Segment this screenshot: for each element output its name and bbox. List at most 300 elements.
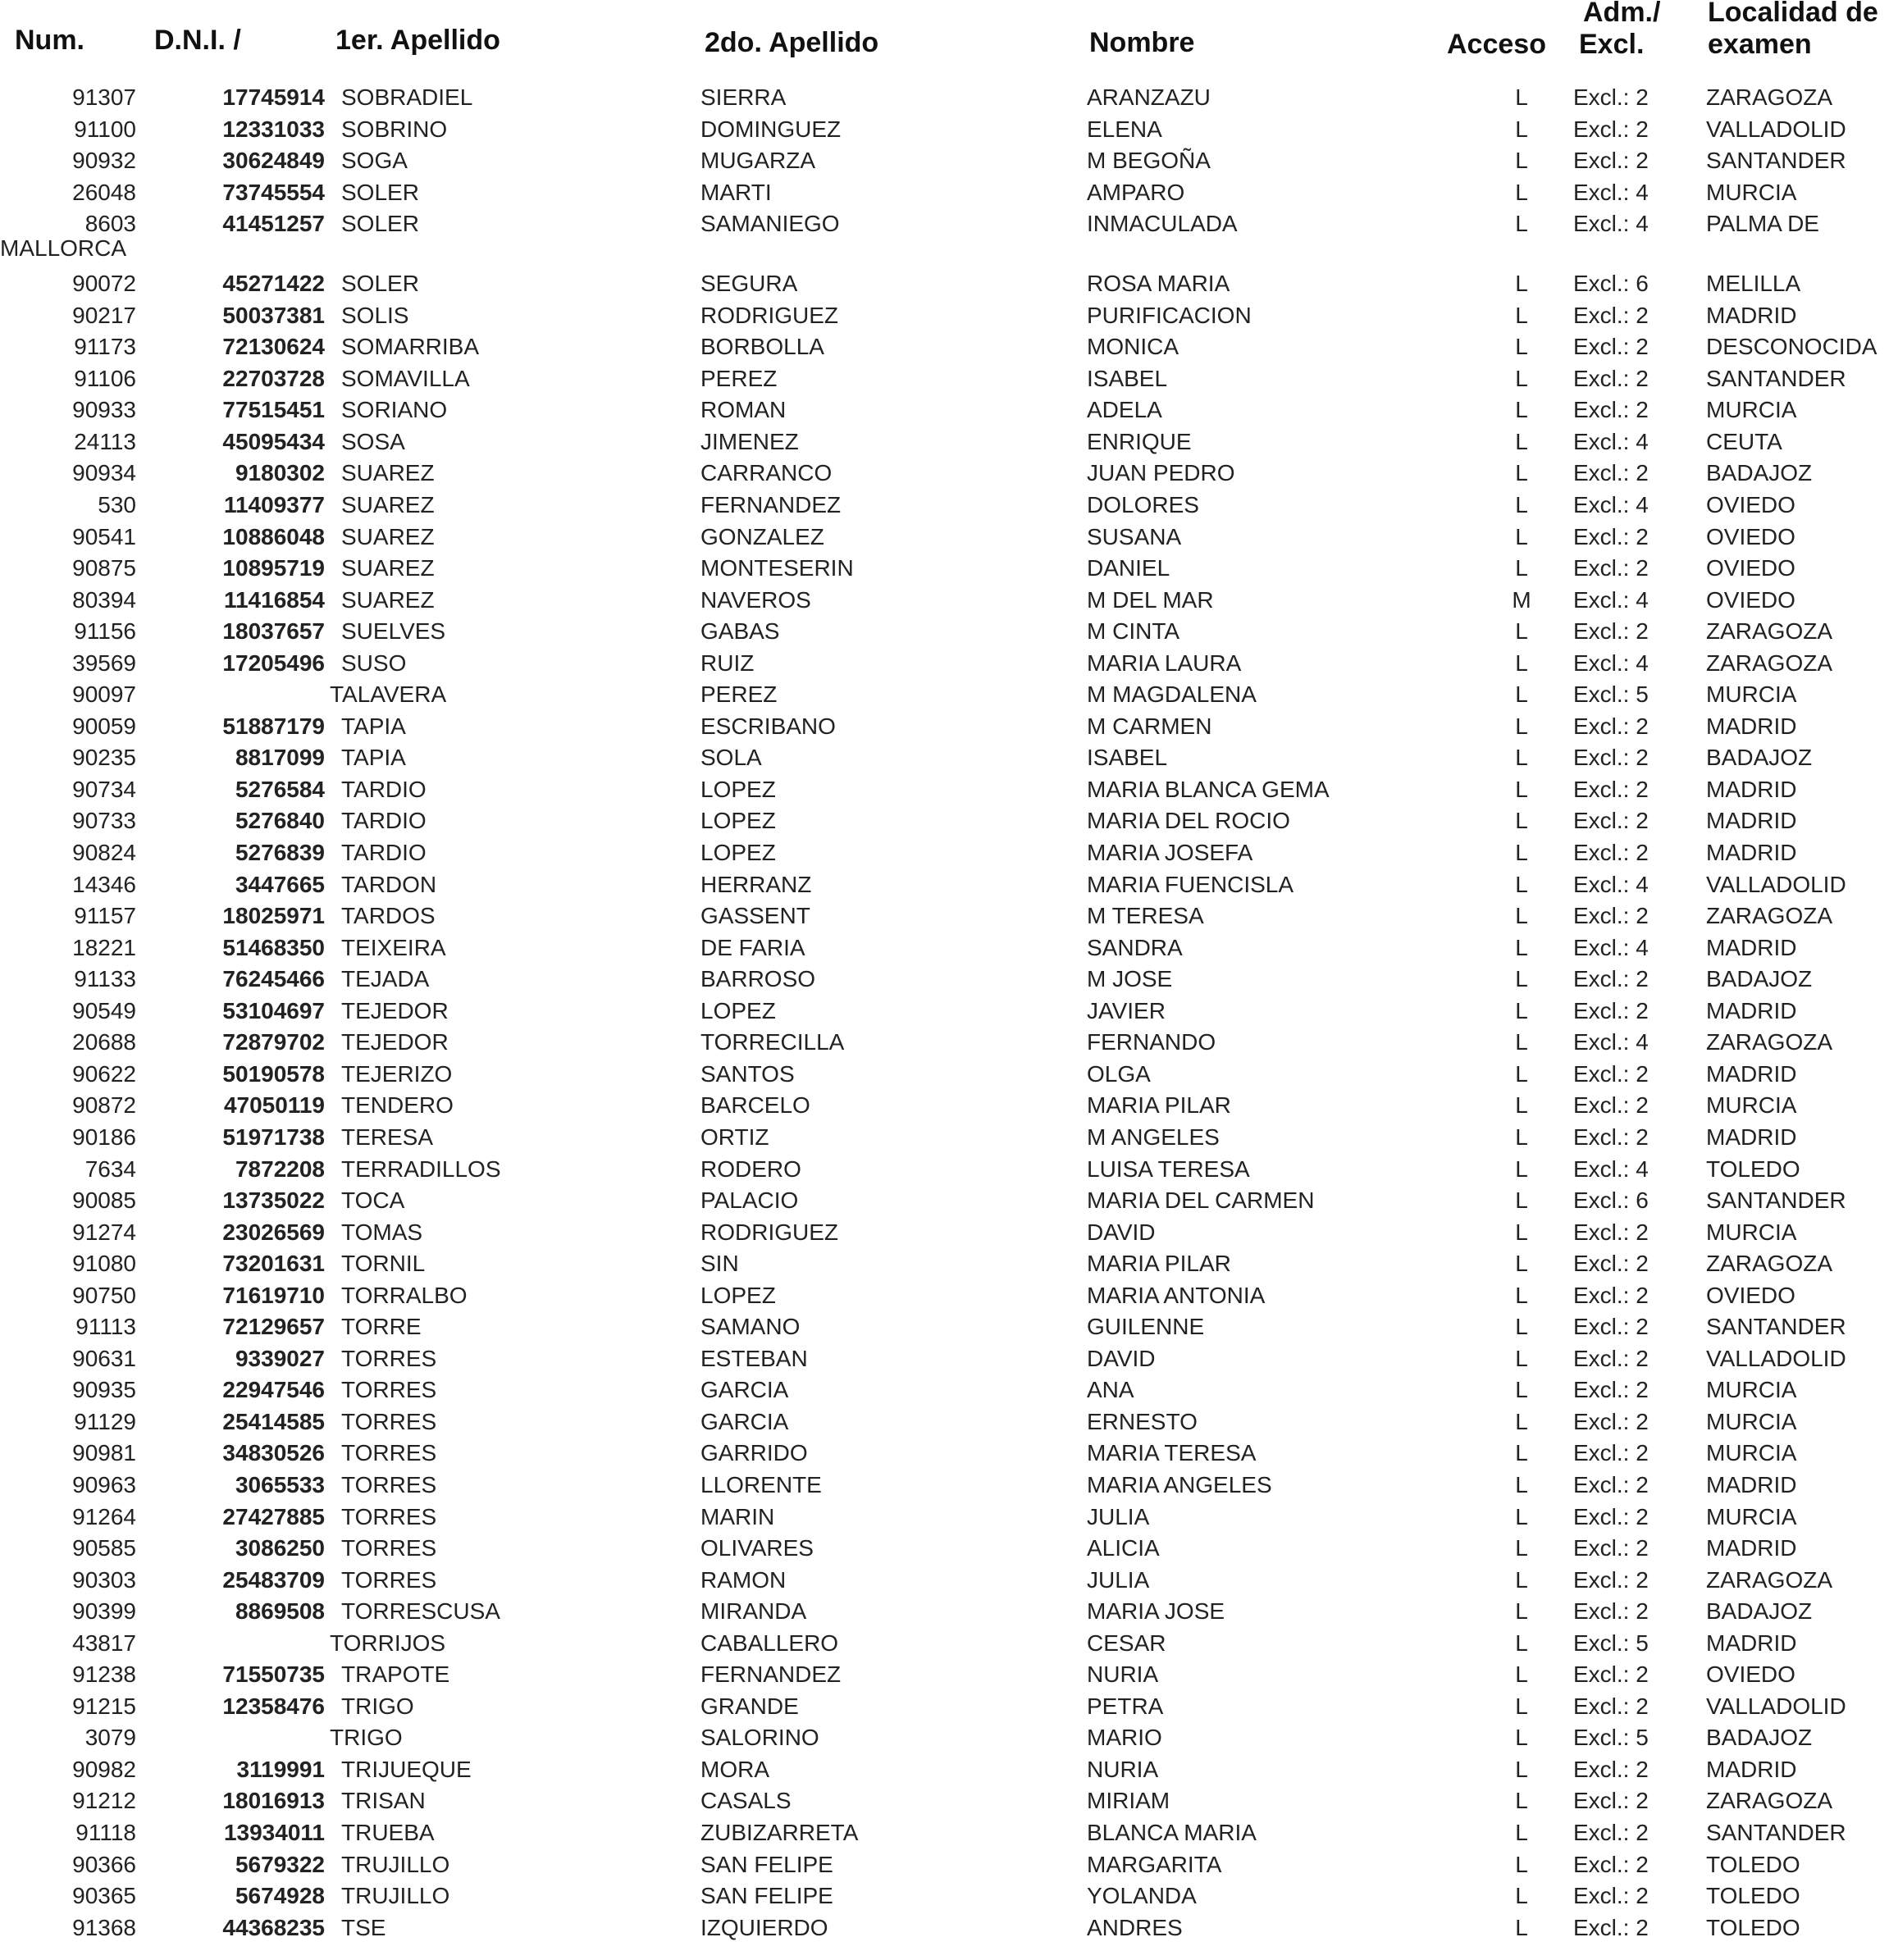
cell-nombre: SUSANA [1087, 523, 1182, 549]
cell-nombre: ISABEL [1087, 745, 1168, 771]
cell-excl: Excl.: 2 [1573, 997, 1649, 1023]
cell-localidad: MADRID [1706, 776, 1797, 802]
cell-nombre: INMACULADA [1087, 211, 1238, 237]
cell-num: 39569 [72, 650, 136, 676]
cell-nombre: MARIA DEL ROCIO [1087, 808, 1290, 834]
cell-apellido1: SOMARRIBA [341, 334, 480, 360]
cell-excl: Excl.: 2 [1573, 1314, 1649, 1340]
cell-dni: 9180302 [235, 460, 325, 486]
cell-apellido2: PEREZ [700, 681, 778, 708]
cell-localidad-wrap: MALLORCA [0, 235, 127, 262]
cell-excl: Excl.: 2 [1573, 1883, 1649, 1909]
table-row [0, 363, 1889, 395]
cell-apellido1: SUAREZ [341, 492, 435, 518]
cell-dni: 25414585 [222, 1408, 325, 1434]
cell-num: 90963 [72, 1471, 136, 1497]
cell-excl: Excl.: 2 [1573, 148, 1649, 174]
table-row [0, 394, 1889, 426]
cell-acceso: L [1515, 84, 1528, 110]
cell-localidad: CEUTA [1706, 428, 1782, 454]
cell-localidad: BADAJOZ [1706, 460, 1813, 486]
cell-excl: Excl.: 2 [1573, 116, 1649, 142]
cell-excl: Excl.: 2 [1573, 1788, 1649, 1814]
cell-apellido2: PALACIO [700, 1187, 799, 1214]
cell-nombre: ELENA [1087, 116, 1162, 142]
cell-acceso: L [1515, 1566, 1528, 1593]
header-acceso: Acceso [1447, 29, 1546, 60]
cell-excl: Excl.: 4 [1573, 650, 1649, 676]
cell-nombre: PETRA [1087, 1693, 1164, 1719]
cell-excl: Excl.: 6 [1573, 1187, 1649, 1214]
cell-apellido1: TRISAN [341, 1788, 426, 1814]
cell-localidad: BADAJOZ [1706, 1725, 1813, 1751]
table-row [0, 522, 1889, 554]
table-row [0, 1691, 1889, 1723]
cell-nombre: MARIA DEL CARMEN [1087, 1187, 1315, 1214]
table-row [0, 1470, 1889, 1502]
cell-num: 20688 [72, 1029, 136, 1055]
cell-nombre: CESAR [1087, 1630, 1166, 1656]
cell-excl: Excl.: 2 [1573, 1124, 1649, 1150]
cell-num: 90982 [72, 1756, 136, 1782]
cell-nombre: MARIA PILAR [1087, 1251, 1231, 1277]
cell-acceso: L [1515, 1788, 1528, 1814]
cell-acceso: L [1515, 1725, 1528, 1751]
cell-apellido2: HERRANZ [700, 871, 812, 897]
cell-num: 90186 [72, 1124, 136, 1150]
cell-excl: Excl.: 2 [1573, 745, 1649, 771]
cell-apellido1: TARDIO [341, 776, 427, 802]
cell-dni: 45271422 [222, 271, 325, 297]
cell-localidad: ZARAGOZA [1706, 618, 1833, 645]
table-row [0, 1880, 1889, 1912]
cell-apellido2: MIRANDA [700, 1598, 807, 1625]
table-row [0, 1343, 1889, 1375]
table-row [0, 490, 1889, 522]
cell-apellido2: LOPEZ [700, 808, 776, 834]
cell-apellido1: SOBRADIEL [341, 84, 473, 110]
cell-num: 90085 [72, 1187, 136, 1214]
header-nombre: Nombre [1089, 27, 1195, 58]
cell-excl: Excl.: 2 [1573, 1598, 1649, 1625]
cell-excl: Excl.: 2 [1573, 1282, 1649, 1308]
cell-acceso: L [1515, 1503, 1528, 1529]
table-row [0, 869, 1889, 901]
cell-acceso: L [1515, 179, 1528, 205]
cell-localidad: MADRID [1706, 1756, 1797, 1782]
cell-num: 90875 [72, 555, 136, 581]
cell-nombre: ROSA MARIA [1087, 271, 1230, 297]
cell-localidad: SANTANDER [1706, 365, 1846, 391]
cell-apellido1: TRIGO [330, 1725, 403, 1751]
cell-apellido2: SIERRA [700, 84, 787, 110]
table-row [0, 648, 1889, 680]
cell-acceso: L [1515, 1219, 1528, 1245]
cell-apellido2: GRANDE [700, 1693, 799, 1719]
cell-nombre: JAVIER [1087, 997, 1166, 1023]
cell-excl: Excl.: 4 [1573, 179, 1649, 205]
table-row [0, 1912, 1889, 1944]
cell-acceso: L [1515, 1155, 1528, 1182]
cell-acceso: L [1515, 776, 1528, 802]
cell-localidad: VALLADOLID [1706, 1345, 1846, 1371]
table-row [0, 1311, 1889, 1343]
cell-excl: Excl.: 2 [1573, 1503, 1649, 1529]
cell-num: 90072 [72, 271, 136, 297]
cell-num: 90059 [72, 713, 136, 739]
header-dni: D.N.I. / [154, 25, 241, 56]
cell-nombre: M CARMEN [1087, 713, 1212, 739]
cell-localidad: MADRID [1706, 302, 1797, 328]
cell-apellido2: GABAS [700, 618, 780, 645]
cell-dni: 41451257 [222, 211, 325, 237]
cell-nombre: MONICA [1087, 334, 1179, 360]
cell-excl: Excl.: 4 [1573, 871, 1649, 897]
cell-num: 8603 [84, 211, 136, 237]
table-row [0, 82, 1889, 114]
table-row [0, 458, 1889, 490]
cell-acceso: L [1515, 997, 1528, 1023]
table-row [0, 837, 1889, 869]
table-row [0, 1565, 1889, 1597]
cell-apellido1: SUAREZ [341, 523, 435, 549]
table-row [0, 1090, 1889, 1122]
cell-apellido2: SAMANO [700, 1314, 801, 1340]
cell-localidad: ZARAGOZA [1706, 1251, 1833, 1277]
cell-acceso: L [1515, 808, 1528, 834]
table-row [0, 1406, 1889, 1438]
cell-nombre: M ANGELES [1087, 1124, 1220, 1150]
table-row [0, 1185, 1889, 1217]
cell-nombre: M JOSE [1087, 966, 1173, 992]
cell-localidad: MADRID [1706, 713, 1797, 739]
cell-dni: 5674928 [235, 1883, 325, 1909]
cell-dni: 72130624 [222, 334, 325, 360]
cell-apellido1: TORRES [341, 1408, 437, 1434]
cell-dni: 3119991 [236, 1756, 325, 1782]
cell-nombre: M TERESA [1087, 903, 1204, 929]
cell-apellido1: TALAVERA [330, 681, 447, 708]
cell-apellido2: BARROSO [700, 966, 816, 992]
table-row [0, 585, 1889, 617]
cell-excl: Excl.: 2 [1573, 1851, 1649, 1877]
cell-apellido2: SEGURA [700, 271, 798, 297]
cell-apellido2: TORRECILLA [700, 1029, 845, 1055]
cell-apellido2: SALORINO [700, 1725, 819, 1751]
cell-excl: Excl.: 2 [1573, 1060, 1649, 1087]
cell-apellido1: SOLER [341, 211, 419, 237]
cell-acceso: L [1515, 1598, 1528, 1625]
cell-dni: 18025971 [222, 903, 325, 929]
cell-apellido1: TEJADA [341, 966, 430, 992]
cell-dni: 50190578 [222, 1060, 325, 1087]
cell-excl: Excl.: 2 [1573, 1756, 1649, 1782]
cell-acceso: L [1515, 116, 1528, 142]
cell-acceso: L [1515, 966, 1528, 992]
cell-excl: Excl.: 4 [1573, 428, 1649, 454]
cell-apellido2: DE FARIA [700, 934, 805, 960]
cell-apellido2: SAMANIEGO [700, 211, 840, 237]
cell-apellido1: TORRES [341, 1503, 437, 1529]
cell-dni: 72129657 [222, 1314, 325, 1340]
cell-nombre: JULIA [1087, 1566, 1150, 1593]
cell-apellido2: MUGARZA [700, 148, 815, 174]
cell-nombre: ARANZAZU [1087, 84, 1211, 110]
cell-excl: Excl.: 2 [1573, 1819, 1649, 1845]
cell-localidad: TOLEDO [1706, 1883, 1800, 1909]
cell-num: 90622 [72, 1060, 136, 1087]
cell-dni: 44368235 [222, 1914, 325, 1940]
cell-num: 91368 [72, 1914, 136, 1940]
cell-apellido2: ESCRIBANO [700, 713, 836, 739]
header-apellido1: 1er. Apellido [335, 25, 500, 56]
cell-excl: Excl.: 5 [1573, 1725, 1649, 1751]
cell-dni: 18016913 [222, 1788, 325, 1814]
cell-apellido2: SAN FELIPE [700, 1883, 833, 1909]
cell-dni: 8869508 [235, 1598, 325, 1625]
cell-localidad: SANTANDER [1706, 1819, 1846, 1845]
table-row [0, 679, 1889, 711]
cell-localidad: MADRID [1706, 1630, 1797, 1656]
cell-apellido1: TORRIJOS [330, 1630, 446, 1656]
cell-apellido1: TOMAS [341, 1219, 423, 1245]
cell-nombre: MARIA ANTONIA [1087, 1282, 1266, 1308]
cell-localidad: MADRID [1706, 1471, 1797, 1497]
cell-apellido1: SUAREZ [341, 586, 435, 613]
cell-num: 530 [98, 492, 136, 518]
cell-num: 90366 [72, 1851, 136, 1877]
cell-apellido1: TRUJILLO [341, 1851, 450, 1877]
cell-num: 91113 [75, 1314, 136, 1340]
cell-localidad: MURCIA [1706, 397, 1797, 423]
cell-apellido1: TORRES [341, 1377, 437, 1403]
table-row [0, 964, 1889, 996]
cell-apellido2: SOLA [700, 745, 762, 771]
cell-apellido2: CASALS [700, 1788, 792, 1814]
cell-num: 90549 [72, 997, 136, 1023]
cell-excl: Excl.: 2 [1573, 1914, 1649, 1940]
cell-num: 90934 [72, 460, 136, 486]
cell-dni: 5276839 [235, 840, 325, 866]
cell-dni: 11416854 [223, 586, 325, 613]
cell-apellido2: RUIZ [700, 650, 755, 676]
cell-excl: Excl.: 2 [1573, 84, 1649, 110]
cell-acceso: L [1515, 1630, 1528, 1656]
cell-dni: 3065533 [235, 1471, 325, 1497]
cell-acceso: L [1515, 1377, 1528, 1403]
cell-apellido1: TARDIO [341, 840, 427, 866]
cell-localidad: MADRID [1706, 1124, 1797, 1150]
cell-acceso: L [1515, 1060, 1528, 1087]
cell-num: 90932 [72, 148, 136, 174]
table-row [0, 1280, 1889, 1312]
cell-apellido1: SOMAVILLA [341, 365, 470, 391]
header-apellido2: 2do. Apellido [705, 27, 879, 58]
cell-apellido2: GARRIDO [700, 1440, 808, 1466]
table-row [0, 932, 1889, 964]
cell-num: 90750 [72, 1282, 136, 1308]
cell-acceso: L [1515, 428, 1528, 454]
cell-dni: 47050119 [223, 1092, 325, 1119]
cell-localidad: DESCONOCIDA [1706, 334, 1878, 360]
cell-apellido2: MARIN [700, 1503, 775, 1529]
cell-nombre: MARIA BLANCA GEMA [1087, 776, 1330, 802]
cell-nombre: NURIA [1087, 1756, 1159, 1782]
cell-dni: 71550735 [222, 1661, 325, 1688]
cell-excl: Excl.: 2 [1573, 1566, 1649, 1593]
cell-num: 26048 [72, 179, 136, 205]
cell-acceso: L [1515, 492, 1528, 518]
cell-num: 90872 [72, 1092, 136, 1119]
cell-nombre: AMPARO [1087, 179, 1185, 205]
cell-excl: Excl.: 2 [1573, 1693, 1649, 1719]
table-row [0, 1122, 1889, 1154]
cell-apellido2: BARCELO [700, 1092, 810, 1119]
cell-apellido1: TAPIA [341, 745, 406, 771]
cell-nombre: OLGA [1087, 1060, 1151, 1087]
cell-apellido1: SUSO [341, 650, 407, 676]
cell-dni: 17205496 [222, 650, 325, 676]
table-body [0, 82, 1889, 1944]
table-row [0, 1628, 1889, 1660]
cell-apellido1: SOBRINO [341, 116, 448, 142]
table-row [0, 426, 1889, 458]
cell-localidad: MURCIA [1706, 1440, 1797, 1466]
cell-apellido2: RODERO [700, 1155, 801, 1182]
cell-num: 90585 [72, 1535, 136, 1561]
table-row [0, 177, 1889, 209]
cell-apellido1: TARDON [341, 871, 437, 897]
cell-dni: 51468350 [222, 934, 325, 960]
cell-acceso: L [1515, 1092, 1528, 1119]
cell-acceso: L [1515, 1251, 1528, 1277]
cell-apellido1: SUELVES [341, 618, 446, 645]
cell-excl: Excl.: 2 [1573, 1377, 1649, 1403]
cell-apellido2: GARCIA [700, 1377, 789, 1403]
cell-apellido2: RAMON [700, 1566, 787, 1593]
cell-num: 80394 [72, 586, 136, 613]
cell-nombre: MARIA LAURA [1087, 650, 1242, 676]
cell-localidad: TOLEDO [1706, 1155, 1800, 1182]
cell-localidad: SANTANDER [1706, 148, 1846, 174]
cell-apellido2: LOPEZ [700, 840, 776, 866]
cell-localidad: ZARAGOZA [1706, 1566, 1833, 1593]
table-row [0, 300, 1889, 332]
cell-apellido1: TEJEDOR [341, 1029, 449, 1055]
cell-apellido2: ESTEBAN [700, 1345, 808, 1371]
cell-apellido1: SUAREZ [341, 460, 435, 486]
table-row [0, 1659, 1889, 1691]
cell-dni: 22703728 [222, 365, 325, 391]
cell-apellido1: SORIANO [341, 397, 448, 423]
cell-apellido1: SUAREZ [341, 555, 435, 581]
cell-apellido1: TRAPOTE [341, 1661, 450, 1688]
cell-num: 91118 [75, 1819, 136, 1845]
cell-dni: 23026569 [222, 1219, 325, 1245]
cell-apellido2: OLIVARES [700, 1535, 814, 1561]
header-adm-line1: Adm./ [1583, 0, 1661, 28]
cell-localidad: BADAJOZ [1706, 745, 1813, 771]
table-row [0, 268, 1889, 300]
cell-dni: 8817099 [235, 745, 325, 771]
table-row [0, 1248, 1889, 1280]
cell-acceso: L [1515, 148, 1528, 174]
cell-localidad: MURCIA [1706, 681, 1797, 708]
table-row [0, 1533, 1889, 1565]
cell-localidad: MURCIA [1706, 1408, 1797, 1434]
cell-localidad: MADRID [1706, 1060, 1797, 1087]
cell-acceso: L [1515, 555, 1528, 581]
cell-nombre: MARIA TERESA [1087, 1440, 1257, 1466]
cell-dni: 72879702 [222, 1029, 325, 1055]
cell-num: 90541 [72, 523, 136, 549]
cell-excl: Excl.: 2 [1573, 1440, 1649, 1466]
cell-nombre: YOLANDA [1087, 1883, 1197, 1909]
table-row [0, 774, 1889, 806]
cell-num: 90733 [72, 808, 136, 834]
cell-nombre: PURIFICACION [1087, 302, 1252, 328]
table-row [0, 1754, 1889, 1786]
cell-apellido2: IZQUIERDO [700, 1914, 828, 1940]
cell-nombre: M DEL MAR [1087, 586, 1214, 613]
cell-num: 24113 [74, 428, 136, 454]
cell-localidad: BADAJOZ [1706, 966, 1813, 992]
cell-dni: 13735022 [222, 1187, 325, 1214]
cell-excl: Excl.: 6 [1573, 271, 1649, 297]
cell-num: 90824 [72, 840, 136, 866]
cell-num: 43817 [72, 1630, 136, 1656]
cell-nombre: ERNESTO [1087, 1408, 1198, 1434]
cell-num: 90399 [72, 1598, 136, 1625]
table-row [0, 805, 1889, 837]
cell-acceso: L [1515, 840, 1528, 866]
cell-acceso: L [1515, 1282, 1528, 1308]
cell-acceso: L [1515, 1124, 1528, 1150]
cell-nombre: M CINTA [1087, 618, 1180, 645]
cell-acceso: L [1515, 211, 1528, 237]
cell-acceso: L [1515, 1471, 1528, 1497]
cell-acceso: L [1515, 650, 1528, 676]
cell-dni: 12358476 [222, 1693, 325, 1719]
cell-dni: 5276840 [235, 808, 325, 834]
cell-localidad: MURCIA [1706, 1092, 1797, 1119]
cell-localidad: ZARAGOZA [1706, 1029, 1833, 1055]
cell-num: 3079 [84, 1725, 136, 1751]
cell-excl: Excl.: 4 [1573, 1155, 1649, 1182]
cell-localidad: TOLEDO [1706, 1914, 1800, 1940]
cell-localidad: ZARAGOZA [1706, 84, 1833, 110]
cell-apellido2: SIN [700, 1251, 739, 1277]
cell-excl: Excl.: 2 [1573, 776, 1649, 802]
table-row [0, 1438, 1889, 1470]
cell-apellido1: TRIGO [341, 1693, 414, 1719]
cell-excl: Excl.: 5 [1573, 1630, 1649, 1656]
cell-excl: Excl.: 2 [1573, 1345, 1649, 1371]
cell-apellido1: TSE [341, 1914, 386, 1940]
cell-excl: Excl.: 2 [1573, 1251, 1649, 1277]
cell-excl: Excl.: 2 [1573, 302, 1649, 328]
cell-acceso: L [1515, 1314, 1528, 1340]
cell-apellido1: TORRES [341, 1440, 437, 1466]
cell-apellido2: RODRIGUEZ [700, 302, 838, 328]
cell-apellido2: MORA [700, 1756, 769, 1782]
cell-excl: Excl.: 4 [1573, 934, 1649, 960]
cell-localidad: OVIEDO [1706, 555, 1795, 581]
cell-nombre: MARIA PILAR [1087, 1092, 1231, 1119]
cell-apellido1: TORRESCUSA [341, 1598, 500, 1625]
table-row [0, 742, 1889, 774]
cell-apellido2: DOMINGUEZ [700, 116, 842, 142]
